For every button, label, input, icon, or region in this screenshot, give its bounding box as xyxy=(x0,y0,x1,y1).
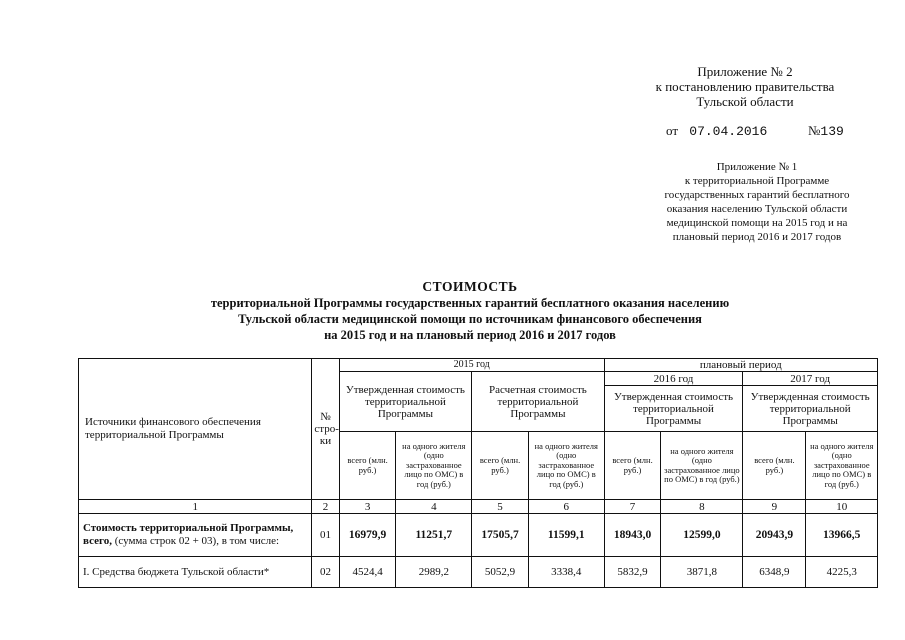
header-per-person-10: на одного жителя (одно застрахованное лицо по ОМС) в год (руб.) xyxy=(806,432,878,500)
col-number: 5 xyxy=(472,500,529,514)
row-total-name-rest: (сумма строк 02 + 03), в том числе: xyxy=(111,535,280,547)
annex-2-line3: Тульской области xyxy=(696,94,794,109)
row-total-name xyxy=(79,514,312,557)
col-number: 4 xyxy=(396,500,472,514)
row-total-name-bold: Стоимость территориальной Программы, всего, xyxy=(83,522,294,547)
document-title xyxy=(100,278,840,343)
header-source: Источники финансового обеспечения территориальной Программы xyxy=(79,359,312,500)
table-cell: 16979,9 xyxy=(339,514,396,557)
col-number: 9 xyxy=(743,500,806,514)
row-number: 02 xyxy=(312,557,339,588)
header-total-9: всего (млн. руб.) xyxy=(743,432,806,500)
table-row-regional-budget xyxy=(79,557,878,588)
header-per-person-8: на одного жителя (одно застрахованное лицо по ОМС) в год (руб.) xyxy=(661,432,743,500)
table-cell: 2989,2 xyxy=(396,557,472,588)
table-cell: 4524,4 xyxy=(339,557,396,588)
annex-1-line4: оказания населению Тульской области xyxy=(666,203,848,215)
header-year-2015: 2015 год xyxy=(339,359,604,372)
header-year-2017: 2017 год xyxy=(743,372,878,386)
header-approved-cost-2017: Утвержденная стоимость территориальной Программы xyxy=(743,386,878,432)
col-number: 2 xyxy=(312,500,339,514)
annex-2-title: Приложение № 2 xyxy=(697,64,793,79)
header-approved-cost-2016: Утвержденная стоимость территориальной Программы xyxy=(604,386,743,432)
table-cell: 6348,9 xyxy=(743,557,806,588)
annex-1-header xyxy=(622,160,892,244)
row-regional-budget-name: I. Средства бюджета Тульской области* xyxy=(79,557,312,588)
title-line1: территориальной Программы государственных гарантий бесплатного оказания населению xyxy=(210,296,730,310)
col-number: 1 xyxy=(79,500,312,514)
header-total-5: всего (млн. руб.) xyxy=(472,432,529,500)
column-number-row xyxy=(79,500,878,514)
table-cell: 12599,0 xyxy=(661,514,743,557)
order-date: 07.04.2016 xyxy=(689,124,768,139)
annex-1-line2: к территориальной Программе xyxy=(684,175,830,187)
table-cell: 11251,7 xyxy=(396,514,472,557)
annex-1-line3: государственных гарантий бесплатного xyxy=(664,189,850,201)
number-sign: № xyxy=(808,123,821,138)
table-cell: 5052,9 xyxy=(472,557,529,588)
table-cell: 5832,9 xyxy=(604,557,661,588)
annex-2-line2: к постановлению правительства xyxy=(655,79,835,94)
header-planned-period: плановый период xyxy=(604,359,877,372)
header-approved-cost-2015: Утвержденная стоимость территориальной Программы xyxy=(339,372,471,432)
table-cell: 4225,3 xyxy=(806,557,878,588)
table-cell: 17505,7 xyxy=(472,514,529,557)
header-total-3: всего (млн. руб.) xyxy=(339,432,396,500)
order-number xyxy=(808,123,844,139)
annex-1-title: Приложение № 1 xyxy=(716,161,798,173)
order-reference xyxy=(666,123,844,139)
col-number: 7 xyxy=(604,500,661,514)
title-line2: Тульской области медицинской помощи по источникам финансового обеспечения xyxy=(238,312,702,326)
col-number: 6 xyxy=(528,500,604,514)
from-label: от xyxy=(666,123,679,138)
number-value: 139 xyxy=(820,124,844,139)
title-line3: на 2015 год и на плановый период 2016 и 2017 годов xyxy=(324,328,616,342)
annex-1-line5: медицинской помощи на 2015 год и на xyxy=(666,217,848,229)
header-estimated-cost-2015: Расчетная стоимость территориальной Программы xyxy=(472,372,604,432)
header-year-2016: 2016 год xyxy=(604,372,743,386)
row-number: 01 xyxy=(312,514,339,557)
col-number: 3 xyxy=(339,500,396,514)
table-cell: 3871,8 xyxy=(661,557,743,588)
table-cell: 3338,4 xyxy=(528,557,604,588)
table-cell: 18943,0 xyxy=(604,514,661,557)
col-number: 8 xyxy=(661,500,743,514)
table-cell: 13966,5 xyxy=(806,514,878,557)
annex-1-line6: плановый период 2016 и 2017 годов xyxy=(672,231,842,243)
table-cell: 11599,1 xyxy=(528,514,604,557)
header-row-number: № стро-ки xyxy=(312,359,339,500)
col-number: 10 xyxy=(806,500,878,514)
header-per-person-4: на одного жителя (одно застрахованное лицо по ОМС) в год (руб.) xyxy=(396,432,472,500)
cost-table xyxy=(78,358,878,588)
header-per-person-6: на одного жителя (одно застрахованное лицо по ОМС) в год (руб.) xyxy=(528,432,604,500)
title-main: СТОИМОСТЬ xyxy=(422,279,518,294)
header-total-7: всего (млн. руб.) xyxy=(604,432,661,500)
annex-2-header xyxy=(620,64,870,109)
table-row-total xyxy=(79,514,878,557)
table-cell: 20943,9 xyxy=(743,514,806,557)
